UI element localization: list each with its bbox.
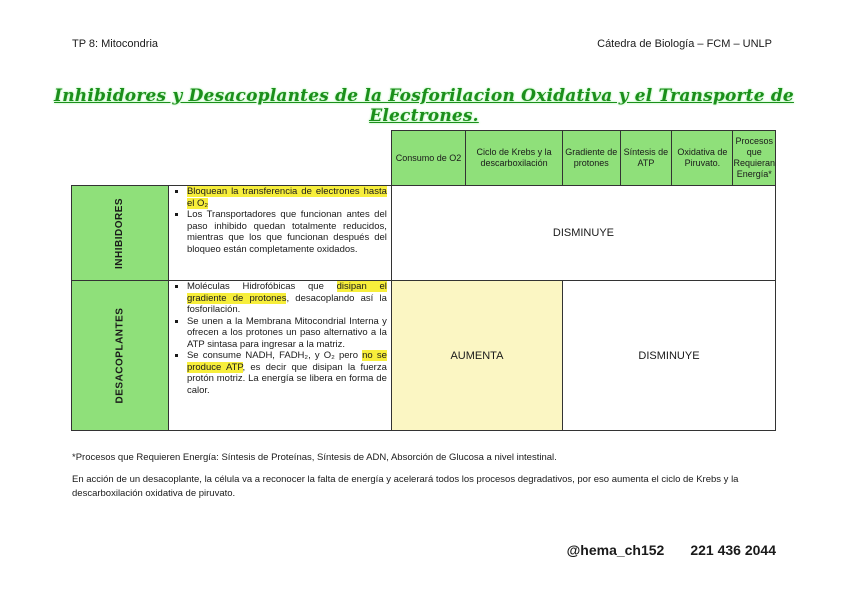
inhibidores-description: [168, 186, 391, 281]
desacoplantes-aumenta: AUMENTA: [391, 281, 562, 431]
list-item: [187, 350, 387, 396]
list-item: ▪ Los Transportadores que funcionan antes del paso inhibido quedan totalmente reducidos, mientras que los que funcionan después del bloqueo están completamente oxidados.: [187, 209, 387, 255]
highlight-no-atp: no se produce ATP: [186, 350, 387, 373]
signature-phone: 221 436 2044: [690, 542, 776, 558]
header-right: Cátedra de Biología – FCM – UNLP: [597, 38, 772, 50]
list-item: [187, 281, 387, 316]
col-gradiente: Gradiente de protones: [562, 131, 620, 186]
table-row-inhibidores: [72, 186, 776, 281]
col-sintesis-atp: Síntesis de ATP: [620, 131, 672, 186]
desacoplantes-disminuye: DISMINUYE: [562, 281, 775, 431]
text-fragment: , es decir que disipan la fuerza protón motriz. La energía se libera en forma de calor.: [186, 361, 387, 396]
table-corner: [72, 131, 392, 186]
table-header-row: [72, 131, 776, 186]
highlight-bloquean: Bloquean la transferencia de electrones hasta el O₂: [186, 186, 387, 209]
desacoplantes-description: [168, 281, 391, 431]
list-item: [187, 186, 387, 209]
list-item: ▪ Se unen a la Membrana Mitocondrial Interna y ofrecen a los protones un paso alternativo a la ATP sintasa para ingresar a la matriz.: [187, 316, 387, 351]
highlight-disipan: disipan el gradiente de protones: [186, 281, 387, 304]
footnote: *Procesos que Requieren Energía: Síntesis de Proteínas, Síntesis de ADN, Absorción de Glucosa a nivel intestinal.: [72, 452, 557, 463]
col-consumo-o2: Consumo de O2: [391, 131, 465, 186]
col-oxidativa-piruvato: Oxidativa de Piruvato.: [672, 131, 733, 186]
inhibidores-value: DISMINUYE: [391, 186, 775, 281]
signature: [567, 542, 776, 558]
row-label-inhibidores: [72, 186, 169, 281]
text-fragment: , desacoplando así la fosforilación.: [186, 292, 387, 315]
desacoplantes-label: DESACOPLANTES: [114, 307, 126, 404]
table-row-desacoplantes: [72, 281, 776, 431]
text-fragment: Se consume NADH, FADH₂, y O₂ pero: [186, 350, 363, 361]
header-left: TP 8: Mitocondria: [72, 38, 159, 50]
signature-handle: @hema_ch152: [566, 542, 665, 558]
page-title: Inhibidores y Desacoplantes de la Fosforilacion Oxidativa y el Transporte de Electrones.: [54, 86, 794, 126]
col-ciclo-krebs: Ciclo de Krebs y la descarboxilación: [466, 131, 563, 186]
explanation-note: En acción de un desacoplante, la célula va a reconocer la falta de energía y acelerará todos los procesos degradativos, por eso aumenta el ciclo de Krebs y la descarboxilación oxidativa de piruvato.: [72, 474, 739, 499]
col-procesos-energia: Procesos que Requieran Energía*: [733, 131, 776, 186]
row-label-desacoplantes: [72, 281, 169, 431]
inhibidores-label: INHIBIDORES: [114, 197, 126, 269]
comparison-table: [71, 130, 776, 431]
text-fragment: Moléculas Hidrofóbicas que: [186, 281, 337, 292]
